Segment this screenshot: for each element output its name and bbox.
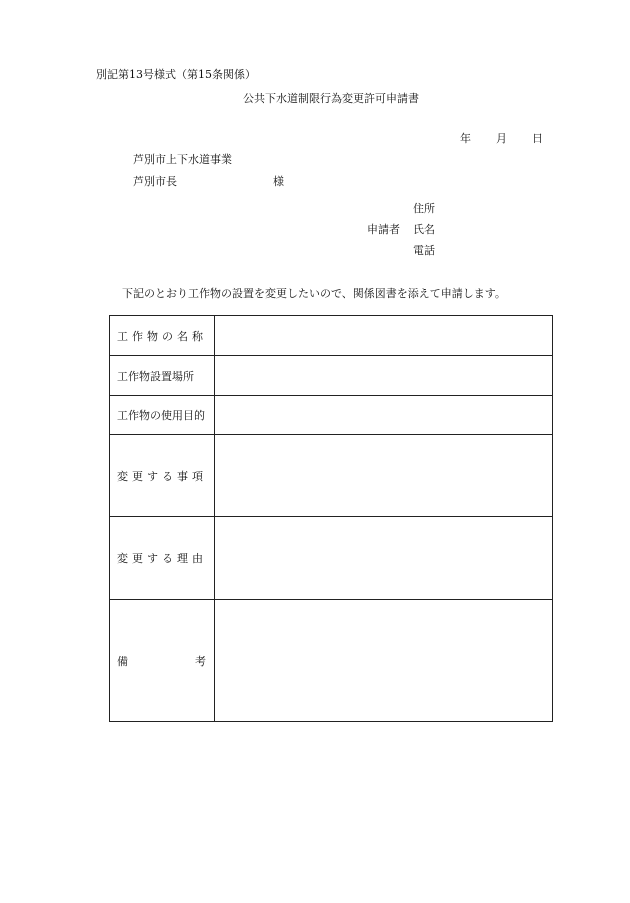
label-remarks: [110, 600, 215, 721]
label-remarks-right: 考: [195, 654, 206, 668]
table-row-structure-name: [110, 316, 552, 355]
form-title: 公共下水道制限行為変更許可申請書: [243, 92, 419, 105]
label-purpose-of-use: 工作物の使用目的: [110, 396, 215, 434]
label-installation-location: 工作物設置場所: [110, 356, 215, 395]
applicant-label: 申請者: [367, 223, 400, 236]
field-installation-location[interactable]: [215, 356, 552, 395]
table-row-change-items: [110, 434, 552, 516]
field-change-items[interactable]: [215, 435, 552, 516]
field-remarks[interactable]: [215, 600, 552, 721]
body-text: 下記のとおり工作物の設置を変更したいので、関係図書を添えて申請します。: [122, 287, 506, 300]
phone-label: 電話: [413, 244, 435, 257]
field-purpose-of-use[interactable]: [215, 396, 552, 434]
date-month-label: 月: [496, 132, 507, 145]
table-row-remarks: [110, 599, 552, 721]
table-row-change-reason: [110, 516, 552, 599]
form-number: 別記第13号様式（第15条関係）: [96, 68, 256, 81]
label-change-reason: 変更する理由: [110, 517, 215, 599]
table-row-installation-location: [110, 355, 552, 395]
date-year-label: 年: [460, 132, 471, 145]
name-label: 氏名: [413, 223, 435, 236]
addressee-organization: 芦別市上下水道事業: [133, 153, 232, 166]
table-row-purpose-of-use: [110, 395, 552, 434]
addressee-mayor: 芦別市長: [133, 175, 177, 188]
label-structure-name: 工作物の名称: [110, 316, 215, 355]
address-label: 住所: [413, 202, 435, 215]
application-table: [109, 315, 553, 722]
label-change-items: 変更する事項: [110, 435, 215, 516]
field-change-reason[interactable]: [215, 517, 552, 599]
date-day-label: 日: [532, 132, 543, 145]
label-remarks-left: 備: [117, 654, 128, 668]
field-structure-name[interactable]: [215, 316, 552, 355]
addressee-honorific: 様: [273, 175, 284, 188]
